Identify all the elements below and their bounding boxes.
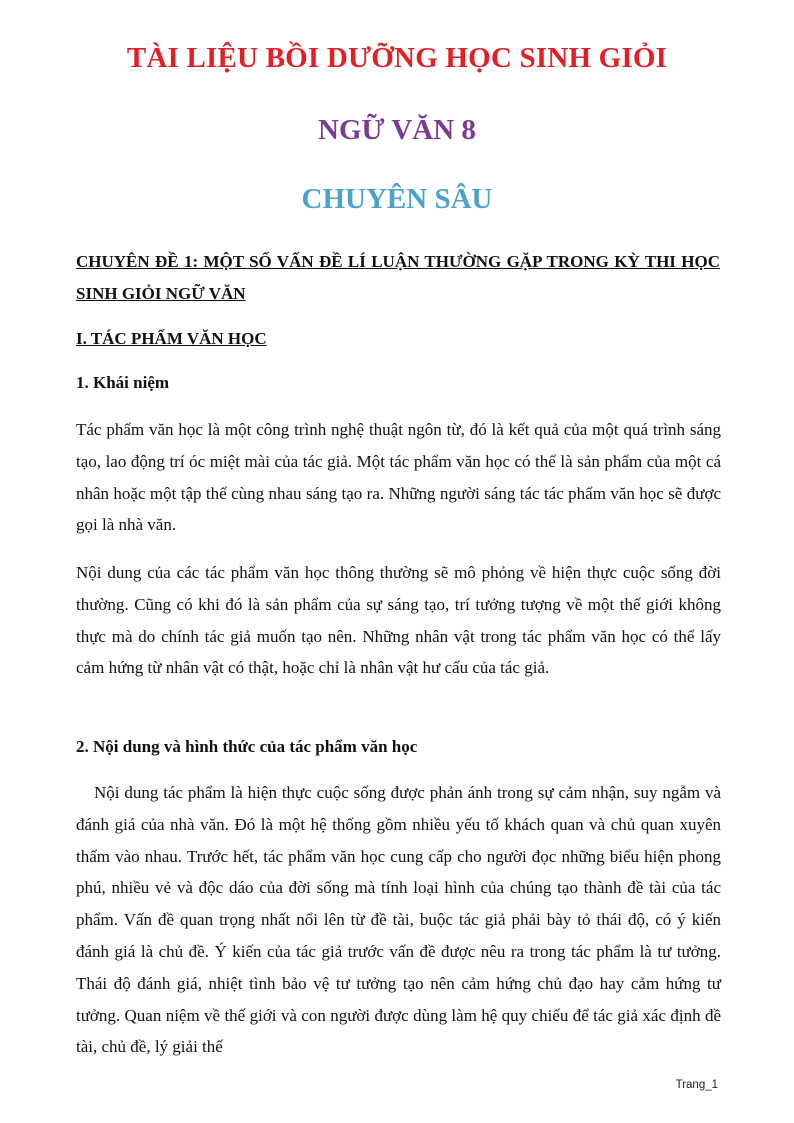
topic-heading-text: CHUYÊN ĐỀ 1: MỘT SỐ VẤN ĐỀ LÍ LUẬN THƯỜNG GẶP TRONG KỲ THI HỌC SINH GIỎI NGỮ VĂN <box>76 252 720 303</box>
grade-title: NGỮ VĂN 8 <box>318 114 476 146</box>
paragraph-3: Nội dung tác phẩm là hiện thực cuộc sống được phản ánh trong sự cảm nhận, suy ngẫm và đánh giá của nhà văn. Đó là một hệ thống gồm nhiều yếu tố khách quan và chủ quan xuyên thấm vào nhau. Trước hết, tác phẩm văn học cung cấp cho người đọc những biểu hiện phong phú, nhiều vẻ và độc dáo của đời sống mà tính loại hình của chúng tạo thành đề tài của tác phẩm. Vấn đề quan trọng nhất nổi lên từ đề tài, buộc tác giả phải bày tỏ thái độ, có ý kiến đánh giá là chủ đề. Ý kiến của tác giả trước vấn đề được nêu ra trong tác phẩm là tư tưởng. Thái độ đánh giá, nhiệt tình bảo vệ tư tưởng tạo nên cảm hứng chủ đạo hay cảm hứng tư tưởng. Quan niệm về thế giới và con người được dùng làm hệ quy chiếu để tác giả xác định đề tài, chủ đề, lý giải thế <box>76 783 721 1057</box>
subsection-heading-2: 2. Nội dung và hình thức của tác phẩm văn học <box>76 737 418 756</box>
section-heading-text: I. TÁC PHẨM VĂN HỌC <box>76 329 267 348</box>
subtitle: CHUYÊN SÂU <box>301 183 493 215</box>
document-title: TÀI LIỆU BỒI DƯỠNG HỌC SINH GIỎI <box>126 42 668 74</box>
page-number: Trang_1 <box>675 1079 718 1091</box>
subsection-heading-1: 1. Khái niệm <box>76 373 170 392</box>
paragraph-2: Nội dung của các tác phẩm văn học thông thường sẽ mô phỏng về hiện thực cuộc sống đời thường. Cũng có khi đó là sản phẩm của sự sáng tạo, trí tưởng tượng về một thế giới không thực mà do chính tác giả muốn tạo nên. Những nhân vật trong tác phẩm văn học có thể lấy cảm hứng từ nhân vật có thật, hoặc chỉ là nhân vật hư cấu của tác giả. <box>76 563 721 678</box>
topic-heading <box>76 246 720 310</box>
paragraph-1: Tác phẩm văn học là một công trình nghệ thuật ngôn từ, đó là kết quả của một quá trình sáng tạo, lao động trí óc miệt mài của tác giả. Một tác phẩm văn học có thể là sản phẩm của một cá nhân hoặc một tập thể cùng nhau sáng tạo ra. Những người sáng tác tác phẩm văn học sẽ được gọi là nhà văn. <box>76 420 721 535</box>
section-heading <box>76 323 720 355</box>
